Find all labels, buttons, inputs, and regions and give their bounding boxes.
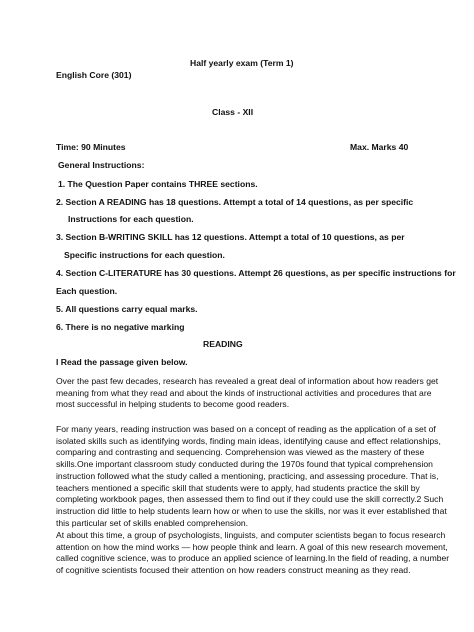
reading-heading: READING — [203, 339, 243, 349]
class-label: Class - XII — [212, 107, 254, 117]
passage-line: At about this time, a group of psychologists, linguists, and computer scientists began to focus research — [56, 530, 446, 540]
passage-paragraph-3 — [56, 530, 450, 577]
instruction-line: Instructions for each question. — [68, 214, 194, 224]
passage-line: called cognitive science, was to produce an applied science of learning.In the field of reading, a number — [56, 553, 450, 564]
passage-paragraph-2 — [56, 424, 447, 529]
instruction-line: 2. Section A READING has 18 questions. Attempt a total of 14 questions, as per specific — [56, 197, 414, 207]
instruction-line: 4. Section C-LITERATURE has 30 questions. Attempt 26 questions, as per specific instructions for — [56, 268, 456, 278]
passage-paragraph-1 — [56, 376, 439, 411]
instruction-line: Each question. — [56, 286, 118, 296]
passage-line: comparing and contrasting and sequencing. Comprehension was viewed as the mastery of these — [56, 447, 425, 458]
max-marks-label: Max. Marks 40 — [350, 142, 409, 152]
time-label: Time: 90 Minutes — [56, 142, 126, 152]
passage-line: of cognitive scientists focused their attention on how readers construct meaning as they read. — [56, 565, 411, 576]
instruction-line: 1. The Question Paper contains THREE sections. — [58, 179, 258, 189]
passage-line: most successful in helping students to become good readers. — [56, 399, 290, 410]
passage-line: attention on how the mind works — how people think and learn. A goal of this new research movement, — [56, 541, 448, 552]
subject-line: English Core (301) — [56, 70, 132, 80]
passage-line: meaning from what they read and about the kinds of instructional activities and procedures that are — [56, 387, 432, 398]
passage-line: For many years, reading instruction was based on a concept of reading as the application of a set of — [56, 424, 436, 434]
passage-line: teachers mentioned a specific skill that students were to apply, had students practice the skill by — [56, 482, 420, 493]
instruction-line: Specific instructions for each question. — [64, 250, 225, 260]
passage-instruction: I Read the passage given below. — [56, 357, 188, 367]
passage-line: instruction did little to help students learn how or when to use the skills, nor was it ever established that — [56, 505, 447, 516]
passage-line: instruction followed what the study called a mentioning, practicing, and assessing procedure. That is, — [56, 470, 439, 481]
passage-line: this particular set of skills enabled comprehension. — [56, 517, 249, 528]
passage-line: skills.One important classroom study conducted during the 1970s found that typical comprehension — [56, 459, 433, 470]
passage-line: completing workbook pages, then assessed them to find out if they could use the skill correctly.2 Such — [56, 494, 444, 505]
instruction-line: 6. There is no negative marking — [56, 322, 185, 332]
instruction-line: 5. All questions carry equal marks. — [56, 304, 198, 314]
passage-line: Over the past few decades, research has revealed a great deal of information about how readers get — [56, 376, 439, 386]
instructions-heading: General Instructions: — [58, 160, 145, 170]
instruction-line: 3. Section B-WRITING SKILL has 12 questions. Attempt a total of 10 questions, as per — [56, 232, 405, 242]
passage-line: isolated skills such as identifying words, finding main ideas, identifying cause and effect relationships, — [56, 435, 441, 446]
exam-title: Half yearly exam (Term 1) — [190, 58, 294, 68]
